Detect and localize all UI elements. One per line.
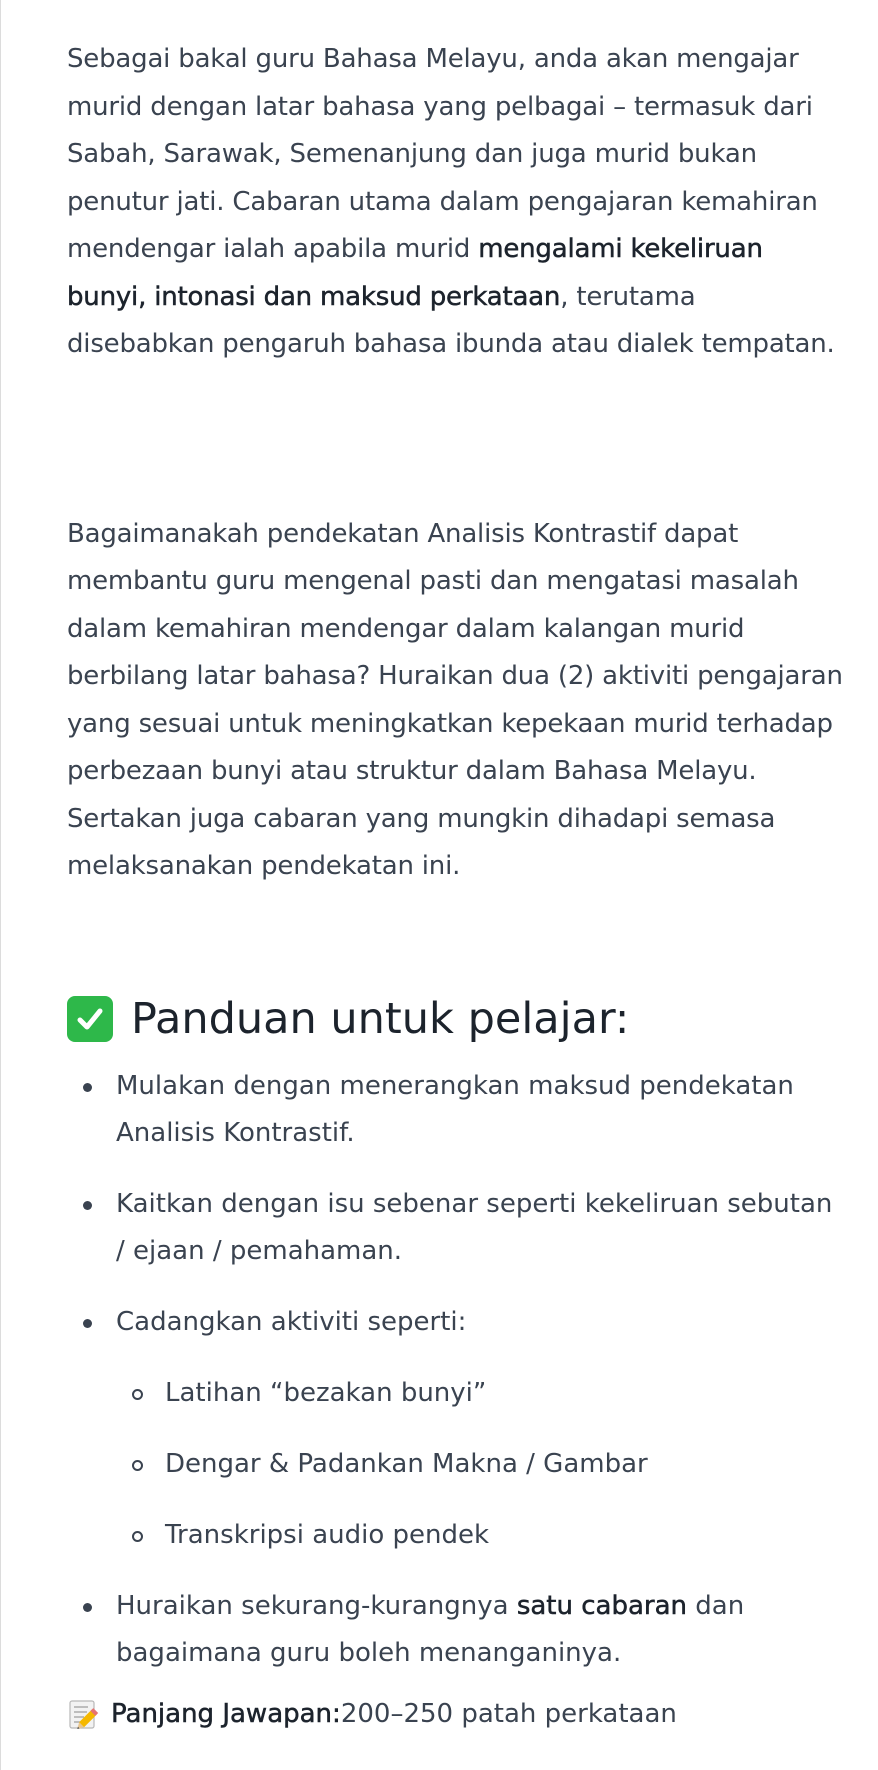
guide-heading bbox=[67, 989, 847, 1049]
message-content bbox=[67, 36, 847, 1738]
guide-title: Panduan untuk pelajar: bbox=[131, 993, 630, 1044]
activity-item-2: Dengar & Padankan Makna / Gambar bbox=[116, 1441, 847, 1488]
memo-pencil-icon bbox=[67, 1696, 103, 1732]
answer-length-value: 200–250 patah perkataan bbox=[340, 1698, 677, 1729]
guide-item-4-text-2: dan bagaimana guru boleh menanganinya. bbox=[116, 1590, 745, 1668]
intro-paragraph bbox=[67, 36, 847, 369]
check-mark-button-icon bbox=[67, 996, 113, 1042]
guide-item-3 bbox=[67, 1299, 847, 1559]
activity-item-1: Latihan “bezakan bunyi” bbox=[116, 1370, 847, 1417]
guide-item-1: Mulakan dengan menerangkan maksud pendekatan Analisis Kontrastif. bbox=[67, 1063, 847, 1157]
answer-length-label: Panjang Jawapan: bbox=[111, 1698, 341, 1729]
answer-length-line bbox=[67, 1691, 847, 1738]
guide-item-4 bbox=[67, 1583, 847, 1677]
intro-bold-text: mengalami kekeliruan bunyi, intonasi dan maksud perkataan bbox=[67, 234, 763, 312]
guide-item-4-text-1: Huraikan sekurang-kurangnya bbox=[116, 1590, 517, 1621]
intro-text-2: , terutama disebabkan pengaruh bahasa ibunda atau dialek tempatan. bbox=[67, 281, 835, 359]
intro-text-1: Sebagai bakal guru Bahasa Melayu, anda akan mengajar murid dengan latar bahasa yang pelbagai – termasuk dari Sabah, Sarawak, Semenanjung dan juga murid bukan penutur jati. Cabaran utama dalam pengajaran kemahiran mendengar ialah apabila murid bbox=[67, 44, 818, 264]
left-border bbox=[0, 0, 1, 1770]
guide-item-4-bold: satu cabaran bbox=[516, 1590, 688, 1621]
activity-item-3: Transkripsi audio pendek bbox=[116, 1512, 847, 1559]
activity-sublist bbox=[116, 1370, 847, 1559]
question-paragraph: Bagaimanakah pendekatan Analisis Kontrastif dapat membantu guru mengenal pasti dan mengatasi masalah dalam kemahiran mendengar dalam kalangan murid berbilang latar bahasa? Huraikan dua (2) aktiviti pengajaran yang sesuai untuk meningkatkan kepekaan murid terhadap perbezaan bunyi atau struktur dalam Bahasa Melayu. Sertakan juga cabaran yang mungkin dihadapi semasa melaksanakan pendekatan ini. bbox=[67, 518, 843, 881]
guide-item-2: Kaitkan dengan isu sebenar seperti kekeliruan sebutan / ejaan / pemahaman. bbox=[67, 1181, 847, 1275]
guide-item-3-label: Cadangkan aktiviti seperti: bbox=[116, 1306, 467, 1337]
guide-list bbox=[67, 1063, 847, 1677]
